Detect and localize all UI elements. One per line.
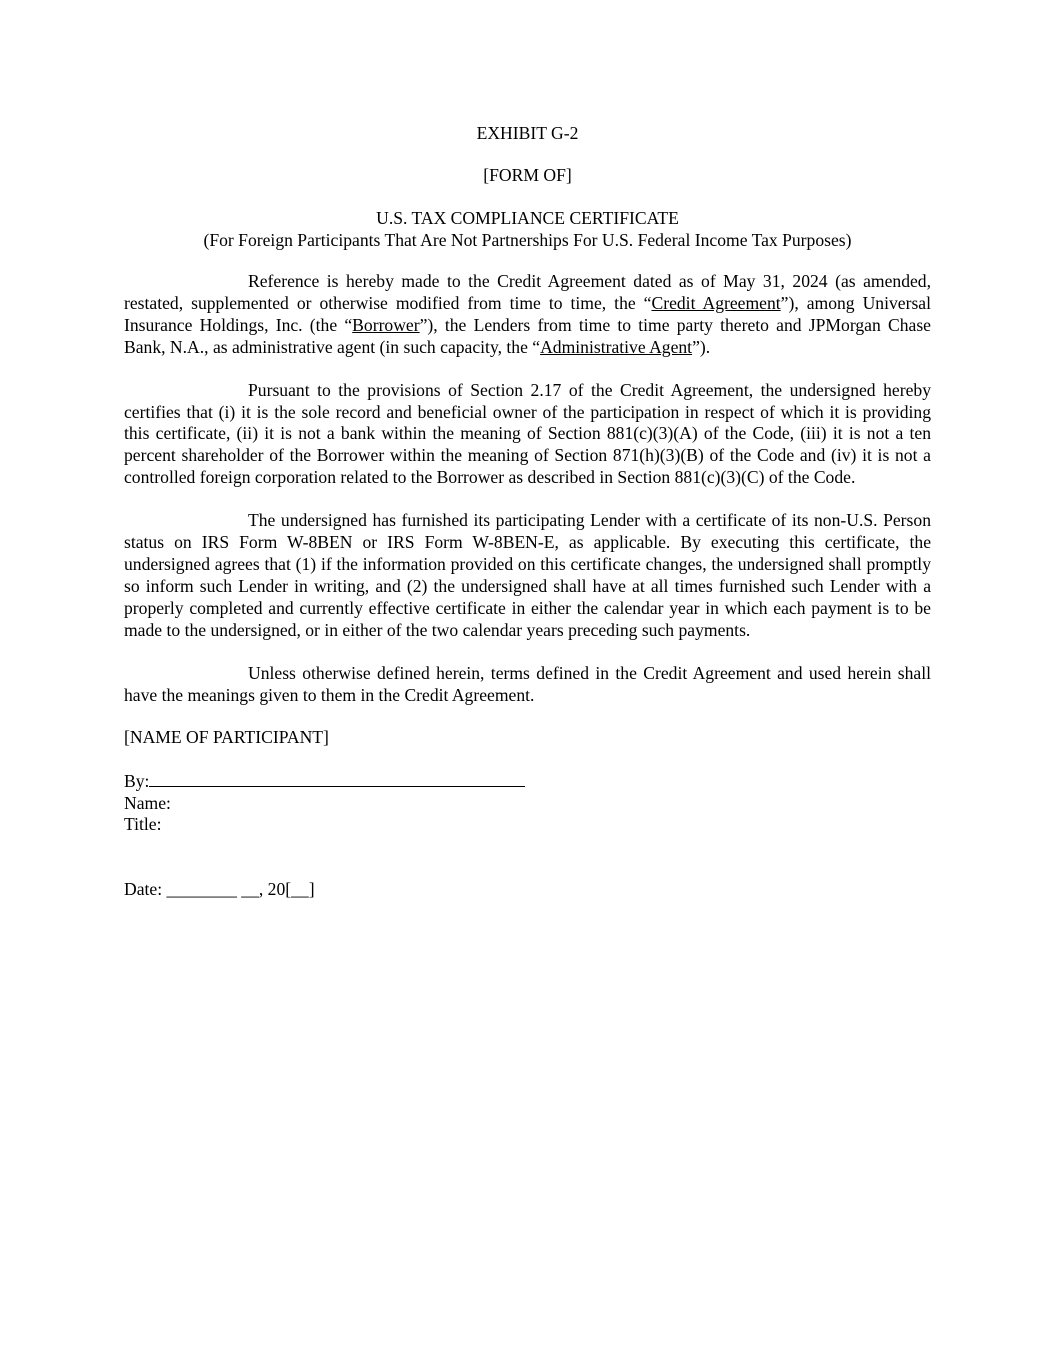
para1-text-4: ”). <box>692 336 711 357</box>
signature-line[interactable] <box>149 769 525 787</box>
defined-term-administrative-agent: Administrative Agent <box>540 336 693 357</box>
paragraph-definitions: Unless otherwise defined herein, terms defined in the Credit Agreement and used herein shall have the meanings given to them in the Credit Agreement. <box>124 662 931 705</box>
form-of-heading: [FORM OF] <box>483 165 572 185</box>
para1-text-2: ”), among Universal Insurance Holdings, Inc. (the “ <box>124 292 931 335</box>
signature-block <box>124 769 931 836</box>
paragraph-reference <box>124 271 931 359</box>
exhibit-heading: EXHIBIT G-2 <box>476 123 579 143</box>
certificate-title: U.S. TAX COMPLIANCE CERTIFICATE <box>376 208 679 228</box>
date-line: Date: ________ __, 20[__] <box>124 878 315 899</box>
defined-term-credit-agreement: Credit Agreement <box>651 292 781 313</box>
para1-text-3: ”), the Lenders from time to time party thereto and JPMorgan Chase Bank, N.A., as administrative agent (in such capacity, the “ <box>124 314 931 357</box>
participant-name-placeholder: [NAME OF PARTICIPANT] <box>124 727 329 748</box>
defined-term-borrower: Borrower <box>352 314 420 335</box>
by-label: By: <box>124 771 150 792</box>
para1-text-1: Reference is hereby made to the Credit Agreement dated as of May 31, 2024 (as amended, restated, supplemented or otherwise modified from time to time, the “ <box>124 271 931 313</box>
document-page <box>124 122 931 900</box>
paragraph-certifications: Pursuant to the provisions of Section 2.17 of the Credit Agreement, the undersigned hereby certifies that (i) it is the sole record and beneficial owner of the participation in respect of which it is providing this certificate, (ii) it is not a bank within the meaning of Section 881(c)(3)(A) of the Code, (iii) it is not a ten percent shareholder of the Borrower within the meaning of Section 871(h)(3)(B) of the Code and (iv) it is not a controlled foreign corporation related to the Borrower as described in Section 881(c)(3)(C) of the Code. <box>124 379 931 488</box>
paragraph-furnished-certificate: The undersigned has furnished its participating Lender with a certificate of its non-U.S. Person status on IRS Form W-8BEN or IRS Form W-8BEN-E, as applicable. By executing this certificate, the undersigned agrees that (1) if the information provided on this certificate changes, the undersigned shall promptly so inform such Lender in writing, and (2) the undersigned shall have at all times furnished such Lender with a properly completed and currently effective certificate in either the calendar year in which each payment is to be made to the undersigned, or in either of the two calendar years preceding such payments. <box>124 510 931 640</box>
name-label: Name: <box>124 792 171 813</box>
certificate-subtitle: (For Foreign Participants That Are Not Partnerships For U.S. Federal Income Tax Purposes) <box>203 230 852 250</box>
title-label: Title: <box>124 814 162 835</box>
by-line <box>124 769 931 793</box>
